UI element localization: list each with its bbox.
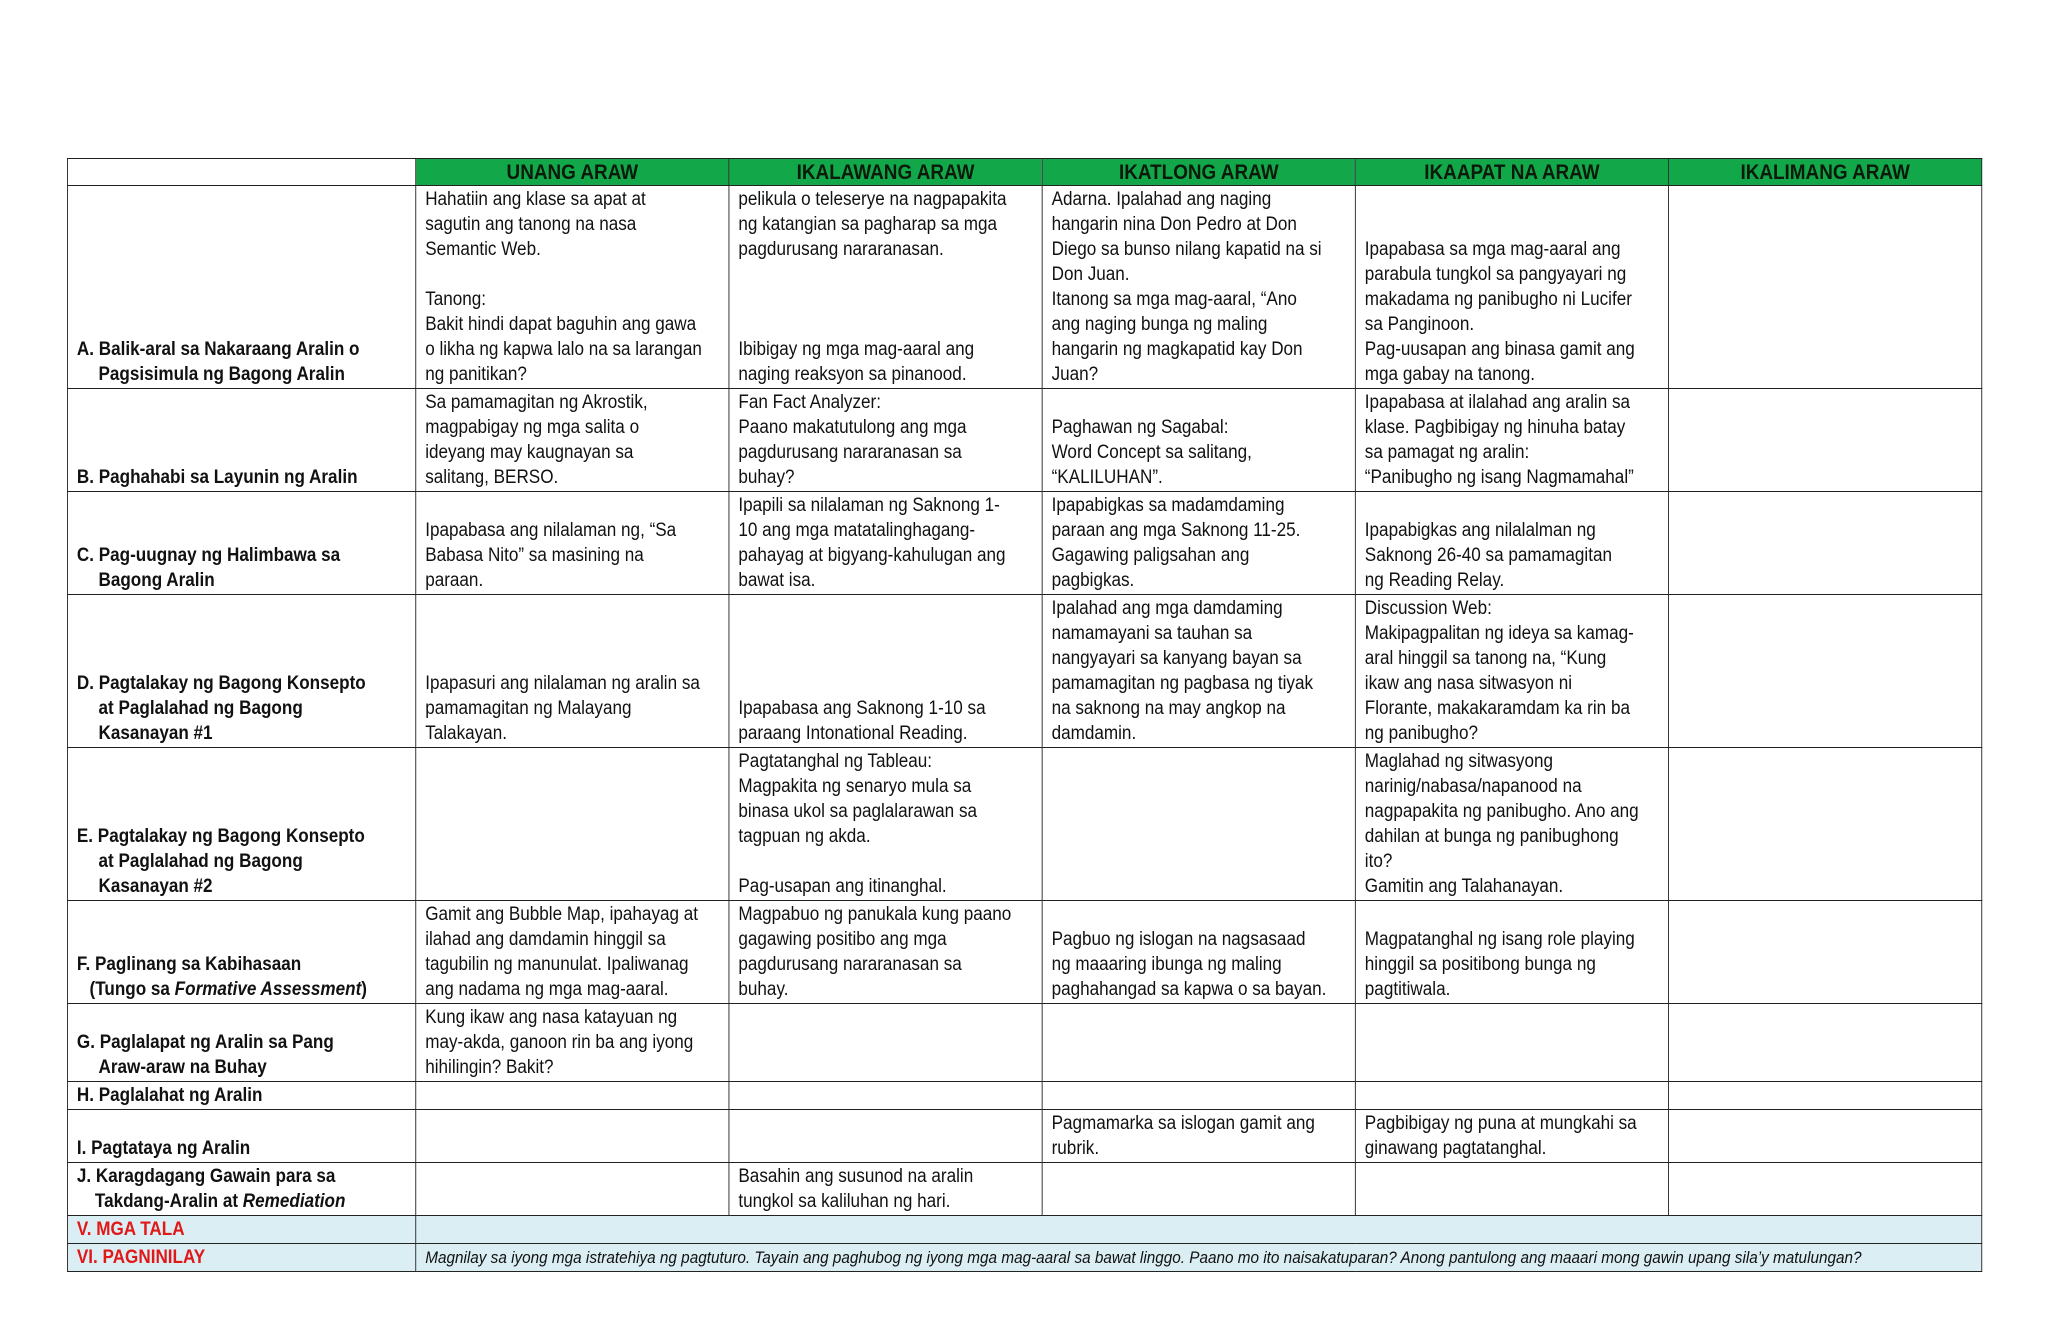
- pagninilay-row: [67, 1244, 1981, 1272]
- row-label-line1: A. Balik-aral sa Nakaraang Aralin o: [76, 339, 360, 360]
- table-cell: [1669, 389, 1982, 492]
- row-label-line1: G. Paglalapat ng Aralin sa Pang: [76, 1032, 334, 1053]
- row-label-line1: I. Pagtataya ng Aralin: [76, 1138, 251, 1159]
- table-cell: Pagbibigay ng puna at mungkahi sa ginawang pagtatanghal.: [1355, 1110, 1668, 1163]
- table-cell: Ipapabasa ang Saknong 1-10 sa paraang Intonational Reading.: [729, 595, 1042, 748]
- table-cell: [729, 1110, 1042, 1163]
- table-cell: Pagbuo ng islogan na nagsasaad ng maaaring ibunga ng maling paghahangad sa kapwa o sa bayan.: [1042, 901, 1355, 1004]
- table-cell: Ipapabasa sa mga mag-aaral ang parabula tungkol sa pangyayari ng makadama ng panibugho ni Lucifer sa Panginoon. Pag-uusapan ang binasa gamit ang mga gabay na tanong.: [1355, 186, 1668, 389]
- table-cell: [416, 748, 729, 901]
- table-cell: Ipapabigkas sa madamdaming paraan ang mga Saknong 11-25. Gagawing paligsahan ang pagbigkas.: [1042, 492, 1355, 595]
- table-cell: [1669, 1004, 1982, 1082]
- table-row: [67, 748, 1981, 901]
- row-label: [67, 1004, 415, 1082]
- table-cell: [1669, 186, 1982, 389]
- day-header: IKALAWANG ARAW: [729, 159, 1042, 186]
- pagninilay-label: VI. PAGNINILAY: [67, 1244, 415, 1272]
- table-cell: [1669, 1082, 1982, 1110]
- table-cell: Magpatanghal ng isang role playing hinggil sa positibong bunga ng pagtitiwala.: [1355, 901, 1668, 1004]
- tala-label: V. MGA TALA: [67, 1216, 415, 1244]
- table-cell: [1669, 1110, 1982, 1163]
- row-label-line2: Araw-araw na Buhay: [98, 1057, 267, 1078]
- table-cell: Magpabuo ng panukala kung paano gagawing positibo ang mga pagdurusang nararanasan sa buhay.: [729, 901, 1042, 1004]
- row-label-line2: Pagsisimula ng Bagong Aralin: [98, 364, 345, 385]
- table-cell: [1355, 1004, 1668, 1082]
- row-label-line2-post: ): [361, 979, 367, 1000]
- table-cell: Basahin ang susunod na aralin tungkol sa kaliluhan ng hari.: [729, 1163, 1042, 1216]
- table-row: [67, 595, 1981, 748]
- table-cell: [416, 1082, 729, 1110]
- row-label: [67, 1082, 415, 1110]
- row-label-line1: J. Karagdagang Gawain para sa: [76, 1166, 336, 1187]
- table-cell: [1669, 595, 1982, 748]
- table-cell: [1042, 1004, 1355, 1082]
- table-cell: [1669, 901, 1982, 1004]
- row-label-line1: D. Pagtalakay ng Bagong Konsepto: [76, 673, 366, 694]
- table-cell: [1042, 1163, 1355, 1216]
- table-cell: [1042, 1082, 1355, 1110]
- row-label: [67, 389, 415, 492]
- table-cell: Ipapasuri ang nilalaman ng aralin sa pamamagitan ng Malayang Talakayan.: [416, 595, 729, 748]
- row-label: [67, 748, 415, 901]
- table-cell: Ipapili sa nilalaman ng Saknong 1- 10 ang mga matatalinghagang- pahayag at bigyang-kahulugan ang bawat isa.: [729, 492, 1042, 595]
- row-label-line1: B. Paghahabi sa Layunin ng Aralin: [76, 467, 358, 488]
- row-label-line1: E. Pagtalakay ng Bagong Konsepto: [76, 826, 365, 847]
- table-row: [67, 901, 1981, 1004]
- table-cell: [1042, 748, 1355, 901]
- day-header: IKATLONG ARAW: [1042, 159, 1355, 186]
- table-cell: Adarna. Ipalahad ang naging hangarin nina Don Pedro at Don Diego sa bunso nilang kapatid na si Don Juan. Itanong sa mga mag-aaral, “Ano ang naging bunga ng maling hangarin ng magkapatid kay Don Juan?: [1042, 186, 1355, 389]
- table-cell: Gamit ang Bubble Map, ipahayag at ilahad ang damdamin hinggil sa tagubilin ng manunulat. Ipaliwanag ang nadama ng mga mag-aaral.: [416, 901, 729, 1004]
- table-row: [67, 389, 1981, 492]
- table-cell: [729, 1082, 1042, 1110]
- daily-lesson-log-table: [67, 158, 1982, 1272]
- day-header-row: [67, 159, 1981, 186]
- table-cell: Fan Fact Analyzer: Paano makatutulong ang mga pagdurusang nararanasan sa buhay?: [729, 389, 1042, 492]
- row-label: [67, 492, 415, 595]
- table-cell: [1669, 492, 1982, 595]
- tala-row: [67, 1216, 1981, 1244]
- row-label: [67, 186, 415, 389]
- row-label-line2: [77, 1189, 406, 1214]
- row-label: [67, 1163, 415, 1216]
- table-cell: Pagmamarka sa islogan gamit ang rubrik.: [1042, 1110, 1355, 1163]
- table-cell: [1669, 748, 1982, 901]
- row-label-line2: Bagong Aralin: [98, 570, 215, 591]
- table-row: [67, 186, 1981, 389]
- day-header: IKAAPAT NA ARAW: [1355, 159, 1668, 186]
- table-cell: Discussion Web: Makipagpalitan ng ideya sa kamag- aral hinggil sa tanong na, “Kung ikaw ang nasa sitwasyon ni Florante, makakaramdam ka rin ba ng panibugho?: [1355, 595, 1668, 748]
- table-row: [67, 1082, 1981, 1110]
- row-label: [67, 1110, 415, 1163]
- table-cell: Ipapabasa ang nilalaman ng, “Sa Babasa Nito” sa masining na paraan.: [416, 492, 729, 595]
- row-label-line2-em: Formative Assessment: [174, 979, 362, 1000]
- header-corner-cell: [67, 159, 415, 186]
- row-label-line2-em: Remediation: [242, 1191, 346, 1212]
- table-cell: Ipapabigkas ang nilalalman ng Saknong 26-40 sa pamamagitan ng Reading Relay.: [1355, 492, 1668, 595]
- table-cell: Sa pamamagitan ng Akrostik, magpabigay ng mga salita o ideyang may kaugnayan sa salitang, BERSO.: [416, 389, 729, 492]
- row-label-line2-pre: Takdang-Aralin at: [94, 1191, 243, 1212]
- row-label-line2: at Paglalahad ng Bagong Kasanayan #2: [98, 851, 303, 897]
- table-cell: [416, 1110, 729, 1163]
- row-label-line1: F. Paglinang sa Kabihasaan: [76, 954, 302, 975]
- table-cell: Maglahad ng sitwasyong narinig/nabasa/napanood na nagpapakita ng panibugho. Ano ang dahilan at bunga ng panibughong ito? Gamitin ang Talahanayan.: [1355, 748, 1668, 901]
- table-cell: [1355, 1163, 1668, 1216]
- table-cell: Ipapabasa at ilalahad ang aralin sa klase. Pagbibigay ng hinuha batay sa pamagat ng aralin: “Panibugho ng isang Nagmamahal”: [1355, 389, 1668, 492]
- table-row: [67, 1110, 1981, 1163]
- table-row: [67, 1004, 1981, 1082]
- table-cell: Ipalahad ang mga damdaming namamayani sa tauhan sa nangyayari sa kanyang bayan sa pamamagitan ng pagbasa ng tiyak na saknong na may angkop na damdamin.: [1042, 595, 1355, 748]
- table-cell: Hahatiin ang klase sa apat at sagutin ang tanong na nasa Semantic Web. Tanong: Bakit hindi dapat baguhin ang gawa o likha ng kapwa lalo na sa larangan ng panitikan?: [416, 186, 729, 389]
- row-label-line2: [77, 977, 406, 1002]
- table-cell: [1669, 1163, 1982, 1216]
- pagninilay-text: Magnilay sa iyong mga istratehiya ng pagtuturo. Tayain ang paghubog ng iyong mga mag-aaral sa bawat linggo. Paano mo ito naisakatuparan? Anong pantulong ang maaari mong gawin upang sila’y matulungan?: [416, 1244, 1982, 1272]
- tala-cell: [416, 1216, 1982, 1244]
- row-label: [67, 901, 415, 1004]
- table-cell: Paghawan ng Sagabal: Word Concept sa salitang, “KALILUHAN”.: [1042, 389, 1355, 492]
- table-cell: pelikula o teleserye na nagpapakita ng katangian sa pagharap sa mga pagdurusang nararanasan. Ibibigay ng mga mag-aaral ang naging reaksyon sa pinanood.: [729, 186, 1042, 389]
- row-label-line2: at Paglalahad ng Bagong Kasanayan #1: [98, 698, 303, 744]
- table-cell: Pagtatanghal ng Tableau: Magpakita ng senaryo mula sa binasa ukol sa paglalarawan sa tagpuan ng akda. Pag-usapan ang itinanghal.: [729, 748, 1042, 901]
- row-label-line1: C. Pag-uugnay ng Halimbawa sa: [76, 545, 341, 566]
- table-cell: Kung ikaw ang nasa katayuan ng may-akda, ganoon rin ba ang iyong hihilingin? Bakit?: [416, 1004, 729, 1082]
- row-label-line2-pre: (Tungo sa: [89, 979, 175, 1000]
- lesson-log-sheet: [67, 158, 1982, 1272]
- table-cell: [1355, 1082, 1668, 1110]
- row-label: [67, 595, 415, 748]
- table-cell: [416, 1163, 729, 1216]
- table-row: [67, 1163, 1981, 1216]
- day-header: UNANG ARAW: [416, 159, 729, 186]
- table-row: [67, 492, 1981, 595]
- day-header: IKALIMANG ARAW: [1669, 159, 1982, 186]
- row-label-line1: H. Paglalahat ng Aralin: [76, 1085, 263, 1106]
- table-cell: [729, 1004, 1042, 1082]
